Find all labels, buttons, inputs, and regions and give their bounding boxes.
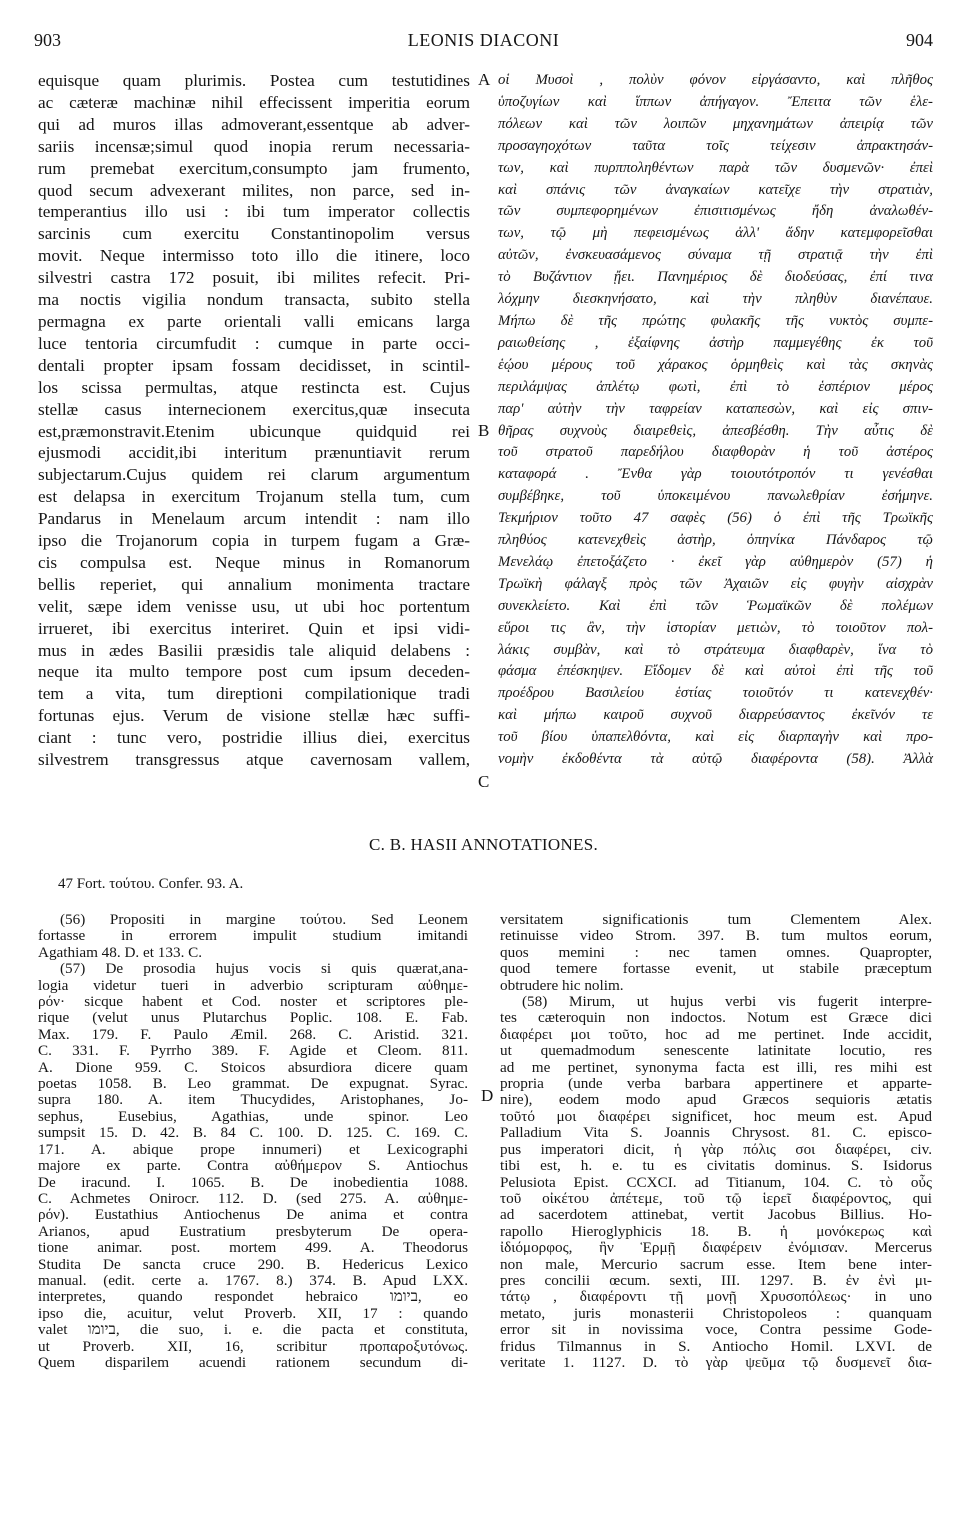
greek-text-line: ὑποζυγίων καὶ ἵππων ἀπήγαγον. Ἔπειτα τῶν ἑλε-: [498, 93, 933, 110]
latin-text-line: ciant : tunc vero, postridie illius diei, exercitus: [38, 728, 470, 748]
greek-text-line: οἱ Μυσοὶ , πολὺν φόνον εἰργάσαντο, καὶ πλῆθος: [498, 72, 933, 88]
latin-text-line: est,præmonstravit.Etenim ubicunque quidquid rei: [38, 421, 470, 441]
latin-text-line: irrueret, ibi exercitus interiret. Quin et ipsi vidi-: [38, 618, 470, 638]
latin-text-line: sariis incensæ;simul quod inopia rerum necessaria-: [38, 136, 470, 156]
latin-text-line: mus in ædes Basilii præsidis tale aliquid delabens :: [38, 640, 470, 660]
latin-text-line: Pandarus in Menelaum arcum intendit : nam illo: [38, 509, 470, 529]
latin-text-line: subjectarum.Cujus quidem rei clarum argumentum: [38, 465, 470, 485]
greek-text-line: φάσμα ἐπέσκηψεν. Εἴδομεν δὲ καὶ αὐτοὶ ἐπὶ τῆς τοῦ: [498, 663, 933, 680]
note-line: versitatem significationis tum Clementem Alex.: [500, 911, 932, 928]
note-line: C. Achmetes Onirocr. 112. D. (sed 275. A. αὐθημε-: [38, 1189, 468, 1207]
note-line: majore ex parte. Contra αὐθήμερον S. Antiochus: [38, 1157, 468, 1175]
greek-text-line: των, τῷ μὴ πεφεισμένως ἀλλ' ἄδην κατεμφορεῖσθαι: [498, 225, 933, 242]
greek-text-line: προσαγηοχότων ταῦτα τοῖς τείχεσιν ἀπρακτησάν-: [498, 137, 933, 154]
latin-text-line: ac cæteræ machinæ nihil effecissent imperitia eorum: [38, 92, 470, 112]
note-line: τάτῳ , διαφέροντι τῇ μονῇ Χρυσοπόλεως· in uno: [500, 1288, 932, 1306]
note-line: tes cæteroquin non indoctos. Notum est Græce dici: [500, 1009, 932, 1027]
note-line: non male, Mercurio sacrum esse. Item bene inter-: [500, 1255, 932, 1273]
greek-text-line: πληθύος κατενεχθεὶς ἀστὴρ, ὁπηνίκα Πάνδαρος τῷ: [498, 532, 933, 549]
greek-text-line: τῶν συμπεφορημένων ἐπισιτισμένως ἤδη ἀναλωθέν-: [498, 203, 933, 220]
note-line: (56) Propositi in margine τούτου. Sed Leonem: [60, 911, 468, 928]
latin-text-line: equisque quam plurimis. Postea cum testutidines: [38, 71, 470, 90]
note-line: sephus, Eusebius, Agathias, unde spinor. Leo: [38, 1107, 468, 1125]
note-line: interpretes, quando respondet hebraico ביומו, eo: [38, 1288, 468, 1306]
latin-text-line: dentali propter ipsam fossam decidisset, in scintil-: [38, 355, 470, 375]
latin-column: [38, 70, 470, 771]
note-line: tione animar. post. mortem 499. A. Theodorus: [38, 1239, 468, 1257]
note-line: ἰδιόμορφος, ἣν Ἑρμῇ διαφέρειν ἐνόμισαν. Mercerus: [500, 1239, 932, 1257]
latin-text-line: rum premebat exercitum,consumpto jam frumento,: [38, 158, 470, 178]
note-line: sumpsit 15. D. 42. B. 84 C. 100. D. 125. C. 169. C.: [38, 1124, 468, 1142]
greek-text-line: θῆρας συχνοὺς διαιρεθεὶς, ἀπεσβέσθη. Τὴν αὖτις δὲ: [498, 422, 933, 439]
note-line: Palladium Vita S. Joannis Chrysost. 81. C. episco-: [500, 1124, 932, 1142]
note-line: Max. 179. F. Paulo Æmil. 268. C. Aristid. 321.: [38, 1025, 468, 1043]
greek-text-line: συμβέβηκε, τοῦ ὑποκειμένου πανωλεθρίαν ἐσήμηνε.: [498, 488, 933, 505]
footnote: 47 Fort. τούτου. Confer. 93. A.: [58, 876, 244, 892]
notes-right-column: [500, 912, 932, 1371]
section-title: C. B. HASII ANNOTATIONES.: [368, 835, 599, 854]
greek-text-line: τοῦ στρατοῦ παρεδήλου διαφθορὰν ἡ τοῦ ἀστέρος: [498, 444, 933, 461]
note-line: C. 331. F. Pyrrho 389. F. Agide et Cleom. 811.: [38, 1042, 468, 1060]
running-header: [0, 30, 967, 56]
latin-text-line: ma noctis vigilia nondum transacta, subito stella: [38, 290, 470, 310]
greek-text-line: νομὴν ἐκδοθέντα τὰ αὐτῷ διαφέροντα (58). Ἀλλὰ: [498, 751, 933, 768]
margin-letter-c: C: [478, 772, 490, 791]
note-line: quod temere fortasse evenit, ut stabile præceptum: [500, 960, 932, 978]
note-line: supra 180. A. item Thucydides, Aristophanes, Jo-: [38, 1091, 468, 1109]
greek-column: [498, 70, 933, 771]
page-number-right: 904: [906, 30, 933, 50]
greek-text-line: τοῦ βίου ὑπαπελθόντα, καὶ εἰς διαρπαγὴν καὶ προ-: [498, 729, 933, 746]
note-line: Agathiam 48. D. et 133. C.: [38, 943, 203, 961]
greek-text-line: Μήπω δὲ τῆς πρώτης φυλακῆς τῆς νυκτὸς συμπε-: [498, 312, 933, 329]
latin-text-line: silvestri castra 172 posuit, ibi milites refecit. Pri-: [38, 268, 470, 288]
note-line: ut Proverb. XII, 16, scribitur προπαροξυτόνως.: [38, 1337, 468, 1355]
note-line: manual. (edit. certe a. 1767. 8.) 374. B. Apud LXX.: [38, 1271, 468, 1289]
note-line: (57) De prosodia hujus vocis si quis quærat,ana-: [60, 960, 468, 978]
latin-text-line: velit, sæpe idem venisse usu, ut ubi hoc portentum: [38, 596, 470, 616]
note-line: retinuisse video Strom. 397. B. tum multos eorum,: [500, 927, 932, 945]
note-line: Studita De sancta cruce 290. B. Hedericus Lexico: [38, 1255, 468, 1273]
note-line: rapollo Hieroglyphicis 18. B. ἡ μονόκερως καὶ: [500, 1222, 932, 1240]
latin-text-line: silvestrem transgressus atque cavernosam vallem,: [38, 750, 470, 770]
latin-text-line: cis compulsa est. Neque minus in Romanorum: [38, 552, 470, 572]
greek-text-line: καταφορά . Ἔνθα γὰρ τοιουτότροπόν τι γενέσθαι: [498, 466, 933, 483]
note-line: veritate 1. 1127. D. τὸ γὰρ ψεῦμα τῷ δυσμενεῖ δια-: [500, 1353, 932, 1371]
note-line: metato, juris monasterii Christopoleos : quanquam: [500, 1304, 932, 1322]
latin-text-line: movit. Neque intermisso toto illo die itinere, loco: [38, 246, 470, 266]
note-line: τοῦτό μοι διαφέρει significet, hoc meum est. Apud: [500, 1107, 932, 1125]
note-line: Arianos, apud Eustratium presbyterum De opera-: [38, 1222, 468, 1240]
note-line: Pelusiota Epist. CCXCI. ad Titianum, 104. C. τὸ οὖς: [500, 1173, 932, 1191]
note-line: fortasse in errorem impulit studium imitandi: [38, 927, 468, 945]
greek-text-line: συνεκλείετο. Καὶ ἐπὶ τῶν Ῥωμαϊκῶν δὲ πολέμων: [498, 597, 933, 614]
latin-text-line: permagna ex parte orientali valli emicans larga: [38, 311, 470, 331]
note-line: fridus Tilmannus in S. Antiocho Homil. LXVI. de: [500, 1337, 932, 1355]
note-line: De iracund. I. 1065. B. De inobedientia 1088.: [38, 1173, 468, 1191]
note-line: nire), eodem modo apud Græcos sequioris ætatis: [500, 1091, 932, 1109]
note-line: A. Dione 959. C. Stoicos absurdiora dicere quam: [38, 1058, 468, 1076]
latin-text-line: bellis reperiet, qui annalium monimenta tractare: [38, 574, 470, 594]
latin-text-line: quod secum advexerant milites, non parce, sed in-: [38, 180, 470, 200]
greek-text-line: τὸ Βυζάντιον ᾔει. Πανημέριος δὲ διοδεύσας, ἐπί τινα: [498, 269, 933, 286]
latin-text-line: qui ad muros illas admoverant,essentque ab adver-: [38, 114, 470, 134]
note-line: obtrudere hic nolim.: [500, 976, 624, 994]
greek-text-line: ραιωθείσης , ἐξαίφνης ἀστὴρ παμμεγέθης ἐκ τοῦ: [498, 334, 933, 351]
greek-text-line: Τεκμήριον τοῦτο 47 σαφὲς (56) ὁ ἐπὶ τῆς Τρωϊκῆς: [498, 510, 933, 527]
note-line: ad sacerdotem attinebat, vertit Jacobus Billius. Ho-: [500, 1206, 932, 1224]
note-line: poetas 1058. B. Leo grammat. De expugnat. Syrac.: [38, 1075, 468, 1093]
greek-text-line: των, καὶ πυρπποληθέντων παρὰ τῶν δυσμενῶν· ἐπεὶ: [498, 159, 933, 176]
greek-text-line: καὶ μήπω καιροῦ συχνοῦ διαρρεύσαντος ἐκεῖνόν τε: [498, 707, 933, 724]
latin-text-line: los scissa permultas, atque restincta est. Cujus: [38, 377, 470, 397]
note-line: tibi est, h. e. tu es civitatis dominus. S. Isidorus: [500, 1157, 932, 1175]
latin-text-line: stellæ casus internecionem exercitus,quæ insecuta: [38, 399, 470, 419]
margin-letter-b: B: [478, 421, 490, 440]
greek-text-line: Μενελάῳ ἐπετοξάζετο · ἐκεῖ γὰρ αὐθημερὸν (57) ἡ: [498, 553, 933, 570]
note-line: Quem disparilem acuendi rationem secundum di-: [38, 1353, 468, 1371]
note-line: ρόν· sicque habent et Cod. noster et scriptores ple-: [38, 993, 468, 1011]
latin-text-line: neque ita multo tempore post cum ipsum deceden-: [38, 662, 470, 682]
note-line: valet ביומו, die suo, i. e. die pacta et constituta,: [38, 1321, 469, 1339]
note-line: quos memini : nec tamen omnes. Quapropter,: [500, 943, 932, 961]
greek-text-line: ἑῴου μέρους τοῦ χάρακος ὁρμηθεὶς καὶ τὰς σκηνὰς: [498, 356, 933, 373]
greek-text-line: αὐτῶν, ἐνσκευασάμενος σύναμα τῇ στρατιᾷ τὴν ἐπὶ: [498, 247, 933, 264]
latin-text-line: fortunas ejus. Verum de visione stellæ hæc suffi-: [38, 706, 470, 726]
note-line: ipso die, acuitur, velut Proverb. XII, 17 : quando: [38, 1304, 468, 1322]
note-line: ad me pertinet, synonyma facta est illi, res mihi est: [500, 1058, 932, 1076]
note-line: rique (velut unus Plutarchus Poplic. 108. E. Fab.: [38, 1009, 468, 1027]
margin-letter-d: D: [481, 1086, 494, 1105]
note-line: propria (unde verba barbara appertinere et apparte-: [500, 1075, 932, 1093]
page-number-left: 903: [34, 30, 61, 50]
latin-text-line: est delapsa in exercitum Trojanum stella tum, cum: [38, 487, 470, 507]
latin-text-line: temperantius illo usi : ibi tum imperator collectis: [38, 202, 470, 222]
greek-text-line: λόχμην διεσκηνήσατο, καὶ τὴν πληθὺν διανέπαυε.: [498, 291, 933, 308]
latin-text-line: ejusmodi accidit,ibi interitum prænuntiavit rerum: [38, 443, 470, 463]
note-line: logia videtur tueri in adverbio scripturam αὐθημε-: [38, 976, 468, 994]
note-line: τοῦ οἰκέτου ἀπέτεμε, τοῦ τῷ ἱερεῖ διαφέροντος, qui: [500, 1189, 932, 1207]
greek-text-line: Τρωϊκὴ φάλαγξ πρὸς τῶν Ἀχαιῶν εἰς φυγὴν αἰσχρὰν: [498, 575, 933, 592]
greek-text-line: λάκις συμβὰν, καὶ τὸ στράτευμα διαφθαρὲν, ἵνα τὸ: [498, 641, 933, 658]
note-line: διαφέρει μοι τοῦτο, hoc ad me pertinet. Inde accidit,: [500, 1025, 932, 1043]
greek-text-line: παρ' αὐτὴν τὴν ταφρείαν καταπεσὼν, καὶ εἰς σπιν-: [498, 400, 933, 417]
latin-text-line: tem a vita, tum direptioni compilationique tradi: [38, 684, 470, 704]
note-line: pus imperatori dicit, ἡ γὰρ πόλις σοι διαφέρει, civ.: [500, 1140, 932, 1158]
note-line: 171. A. abique prope innumeri) et Lexicographi: [38, 1140, 468, 1158]
greek-text-line: πόλεων καὶ τῶν λοιπῶν μηχανημάτων ἀπειρίᾳ τῶν: [498, 115, 933, 132]
greek-text-line: προέδρου Βασιλείου ἑστίας τοιοῦτόν τι κατενεχθέν·: [498, 685, 933, 702]
note-line: (58) Mirum, ut hujus verbi vis fugerit interpre-: [522, 993, 932, 1011]
greek-text-line: καὶ σπάνις τῶν ἀναγκαίων κατεῖχε τὴν στρατιὰν,: [498, 181, 933, 198]
note-line: ρόν). Eustathius Antiochenus De anima et contra: [38, 1206, 468, 1224]
margin-letter-a: A: [478, 70, 491, 89]
latin-text-line: luce tentoria circumfudit : cumque in parte occi-: [38, 333, 470, 353]
note-line: error sit in novissima voce, Contra pessime Gode-: [500, 1321, 932, 1339]
greek-text-line: περιλάμψας ἀπλέτῳ φωτὶ, ἐπὶ τὸ ἑσπέριον μέρος: [498, 378, 933, 395]
greek-text-line: εὕροι τις ἂν, τὴν ἱστορίαν μετιὼν, τὸ τοιοῦτον πολ-: [498, 619, 933, 636]
running-title: LEONIS DIACONI: [407, 30, 560, 50]
note-line: pres concilii œcum. sexti, III. 1297. B. ἐν ἑνὶ μι-: [500, 1271, 932, 1289]
note-line: ut quemadmodum senescente latinitate locutio, res: [500, 1042, 932, 1060]
latin-text-line: sarcinis cum exercitu Constantinopolim versus: [38, 224, 470, 244]
latin-text-line: ipso die Trojanorum copia in turpem fugam a Græ-: [38, 531, 470, 551]
notes-left-column: [38, 912, 468, 1371]
